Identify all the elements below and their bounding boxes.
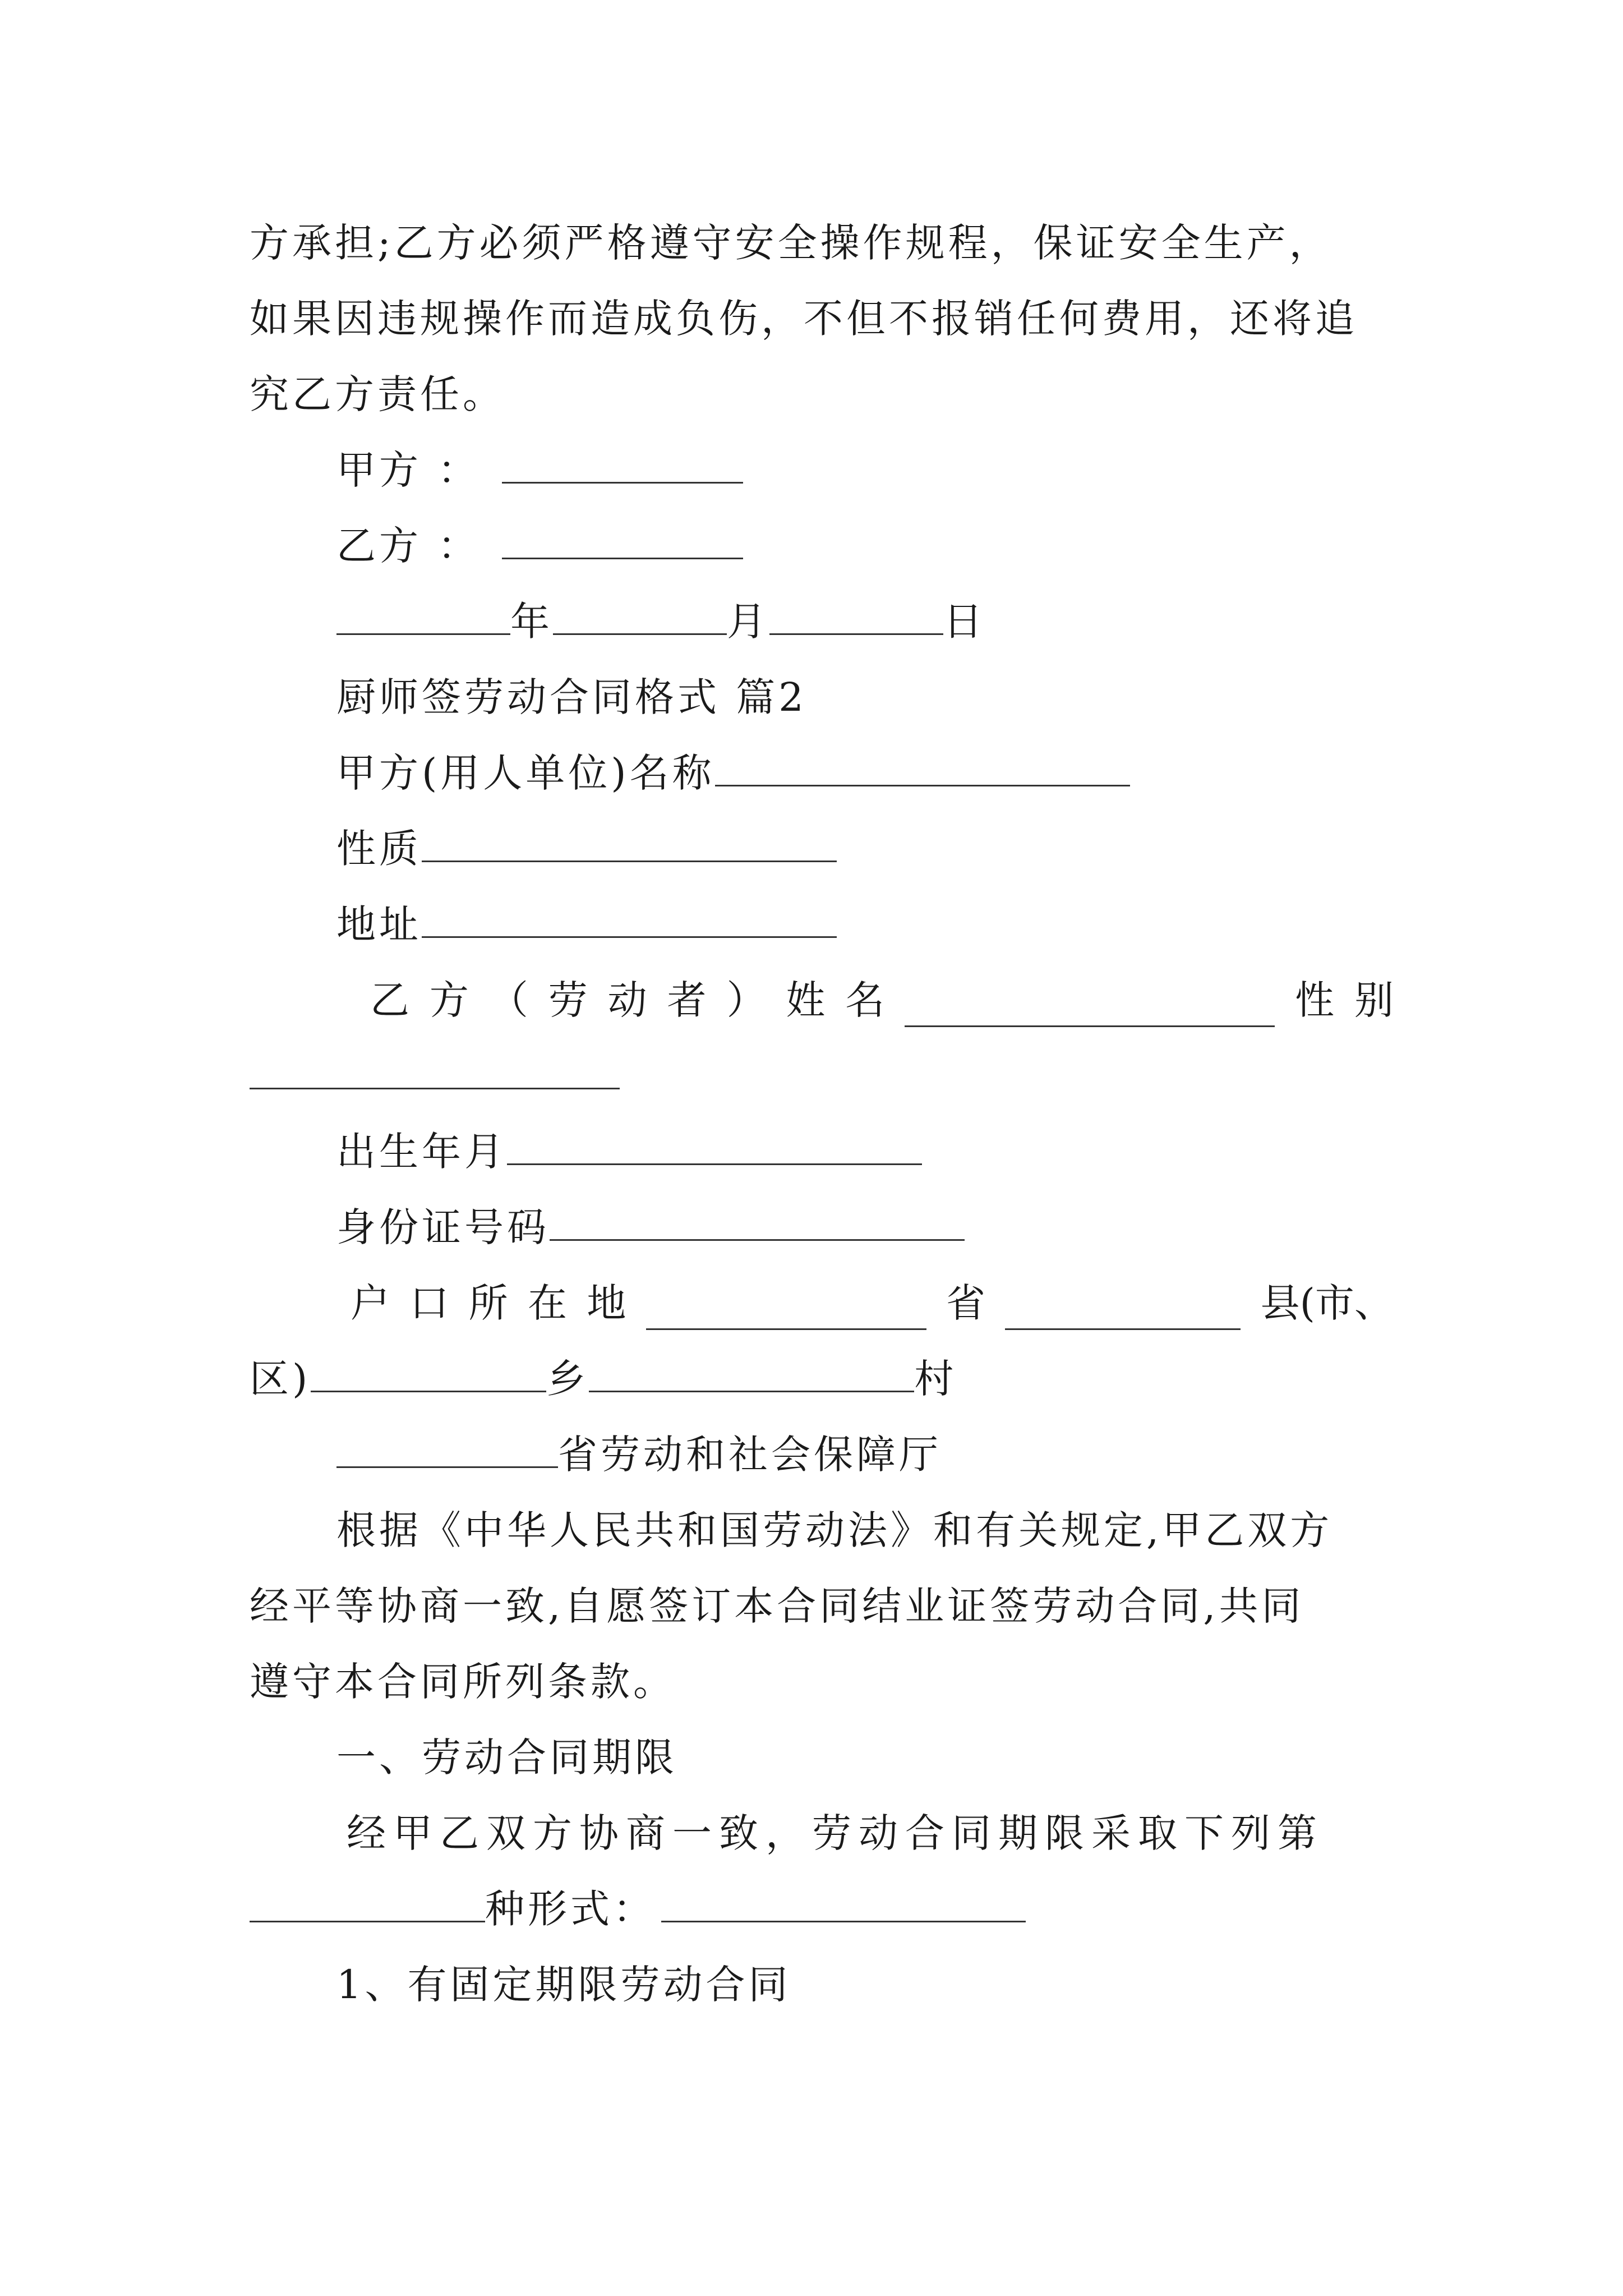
address-label: 地址 [336,901,422,947]
form-blank[interactable] [661,1885,1026,1922]
paragraph-line: 方承担;乙方必须严格遵守安全操作规程，保证安全生产， [250,220,1332,266]
clause-item: 1、有固定期限劳动合同 [336,1962,791,2008]
clause-title: 一、劳动合同期限 [336,1734,677,1780]
employee-name-char: 方 [429,977,469,1023]
household-char: 在 [527,1280,567,1326]
employer-name-label: 甲方(用人单位)名称 [336,750,715,796]
section-title: 厨师签劳动合同格式 篇2 [336,674,807,720]
employee-name-char: ） [726,977,766,1023]
township-label: 乡 [546,1356,589,1402]
paragraph-line: 如果因违规操作而造成负伤，不但不报销任何费用，还将追 [250,296,1358,342]
district-line [250,1352,1394,1406]
department-blank[interactable] [336,1430,558,1468]
household-char: 户 [351,1280,390,1326]
id-number-blank[interactable] [550,1203,965,1241]
household-char: 所 [468,1280,508,1326]
department-label: 省劳动和社会保障厅 [558,1432,942,1478]
day-blank[interactable] [769,597,943,635]
gender-blank-line [250,1049,1394,1103]
county-blank[interactable] [1005,1292,1241,1330]
paragraph-line: 遵守本合同所列条款。 [250,1659,676,1705]
village-label: 村 [914,1356,957,1402]
nature-blank[interactable] [422,825,837,862]
year-label: 年 [510,599,553,645]
paragraph-line: 究乙方责任。 [250,371,505,417]
employee-name-char: 者 [667,977,707,1023]
form-number-blank[interactable] [250,1885,485,1922]
employee-name-char: 乙 [370,977,409,1023]
nature-label: 性质 [336,826,422,872]
clause-form-line [250,1882,1394,1936]
gender-char: 性 [1295,977,1335,1023]
address-field [336,898,1394,951]
employee-name-char: （ [488,977,528,1023]
month-blank[interactable] [553,597,727,635]
district-label: 区) [250,1356,311,1402]
gender-char: 别 [1354,977,1394,1023]
township-blank[interactable] [589,1355,914,1392]
household-char: 地 [587,1280,626,1326]
id-number-field [336,1200,1394,1254]
employee-name-char: 动 [607,977,647,1023]
household-char: 口 [409,1280,449,1326]
address-blank[interactable] [422,900,837,938]
party-b-signature-line [336,519,1394,573]
gender-blank[interactable] [250,1052,620,1089]
province-blank[interactable] [646,1292,926,1330]
employee-name-char: 劳 [548,977,588,1023]
employee-name-char: 姓 [786,977,826,1023]
id-number-label: 身份证号码 [336,1204,550,1250]
province-label: 省 [946,1280,985,1326]
employee-name-blank[interactable] [905,990,1275,1027]
party-a-label: 甲方 ： [336,447,481,493]
clause-line: 经甲乙双方协商一致，劳动合同期限采取下列第 [347,1810,1324,1856]
employer-name-blank[interactable] [715,749,1130,786]
county-label: 县(市、 [1260,1280,1394,1326]
nature-field [336,822,1394,876]
employer-name-field [336,746,1394,800]
day-label: 日 [943,599,986,645]
month-label: 月 [727,599,769,645]
employee-name-gender-line [370,973,1394,1027]
department-line [336,1428,1394,1481]
party-a-blank[interactable] [502,446,743,484]
household-line [351,1276,1394,1330]
year-blank[interactable] [336,597,510,635]
district-blank[interactable] [311,1355,546,1392]
paragraph-line: 根据《中华人民共和国劳动法》和有关规定,甲乙双方 [336,1507,1333,1553]
birth-blank[interactable] [507,1128,922,1165]
date-line [336,595,1394,648]
form-label: 种形式： [485,1886,656,1932]
paragraph-line: 经平等协商一致,自愿签订本合同结业证签劳动合同,共同 [250,1583,1304,1629]
employee-name-char: 名 [845,977,885,1023]
party-a-signature-line [336,443,1394,497]
party-b-blank[interactable] [502,522,743,559]
birth-field [336,1125,1394,1179]
party-b-label: 乙方 ： [336,523,481,569]
birth-label: 出生年月 [336,1129,507,1175]
